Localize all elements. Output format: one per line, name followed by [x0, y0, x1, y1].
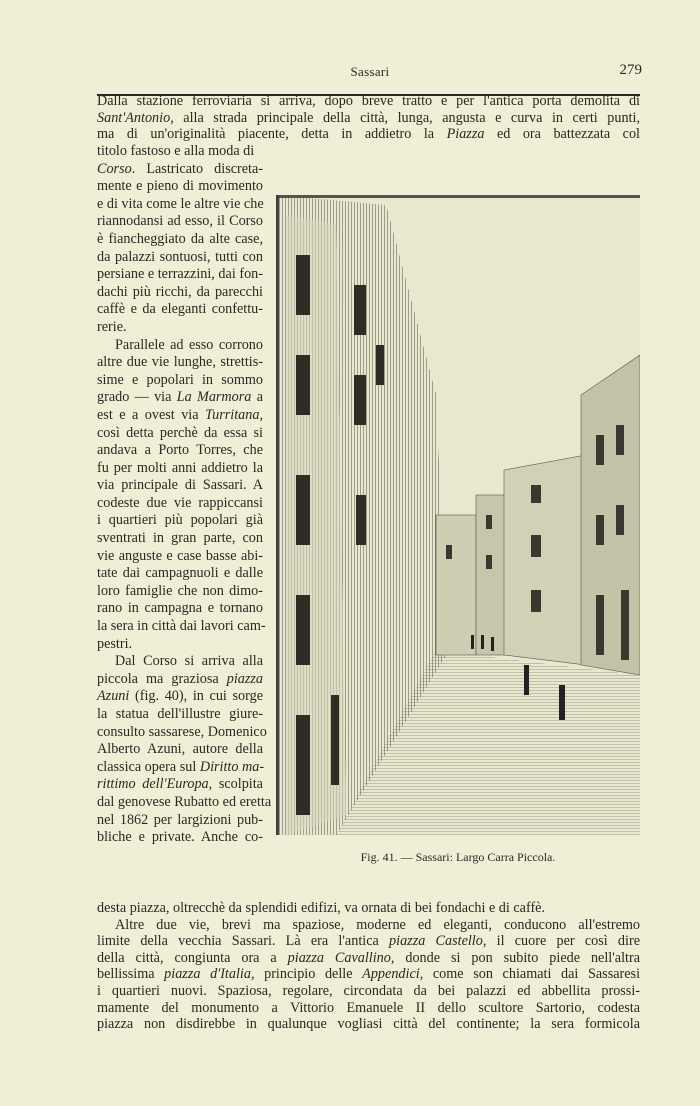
text-line — [97, 178, 263, 196]
text-line — [97, 776, 263, 794]
text-line — [97, 812, 263, 830]
text-line — [97, 583, 263, 601]
text-line — [97, 512, 263, 530]
text-segment: . Lastricato discreta- — [131, 160, 263, 177]
text-segment: Dal Corso si arriva alla — [115, 653, 263, 670]
text-line — [97, 741, 263, 759]
text-line — [97, 1016, 640, 1033]
text-line — [97, 933, 640, 950]
text-line — [97, 618, 266, 636]
text-segment: codeste due vie rappiccansi — [97, 494, 263, 511]
text-line — [97, 266, 263, 284]
text-line — [97, 126, 640, 143]
text-line — [97, 688, 263, 706]
text-segment: Alberto Azuni, autore della — [97, 741, 263, 758]
text-line — [97, 161, 263, 179]
text-segment: Parallele ad esso corrono — [115, 336, 263, 353]
text-segment: persiane e terrazzini, dai fon- — [97, 266, 263, 283]
text-segment: classica opera sul — [97, 758, 200, 775]
text-line — [97, 372, 263, 390]
text-line — [97, 301, 263, 319]
text-segment: , alla strada principale della città, lunga, angusta e curva in certi punti, — [170, 109, 640, 126]
text-line — [97, 706, 263, 724]
italic-text: piazza d'Italia — [164, 966, 251, 983]
text-line — [97, 460, 263, 478]
text-line — [97, 671, 263, 689]
engraving-figure — [276, 195, 640, 835]
italic-text: piazza Castello — [389, 933, 483, 950]
text-line — [97, 407, 263, 425]
text-line — [97, 829, 263, 847]
text-line — [97, 93, 640, 110]
text-segment: , donde si pon subito piede nell'altra — [390, 949, 640, 966]
text-segment: rano in campagna e tornano — [97, 600, 263, 617]
text-segment: da palazzi sontuosi, tutti con — [97, 248, 263, 265]
text-line — [97, 759, 263, 777]
text-line — [97, 966, 640, 983]
street-engraving-illustration — [276, 195, 640, 835]
text-segment: altre due vie lunghe, strettis- — [97, 354, 263, 371]
text-line — [97, 723, 267, 742]
text-line — [97, 319, 263, 337]
text-segment: , — [259, 406, 263, 423]
text-segment: la sera in città dai lavori cam- — [97, 618, 266, 635]
text-segment: mamente del monumento a Vittorio Emanuele II dello scultore Sartorio, codesta — [97, 999, 640, 1016]
text-segment: piccola ma graziosa — [97, 670, 227, 687]
text-segment: ma di un'originalità piacente, detta in addietro la — [97, 126, 447, 143]
text-segment: fu per molti anni addietro la — [97, 459, 263, 476]
text-segment: (fig. 40), in cui sorge — [129, 688, 263, 705]
text-segment: tate dai campagnuoli e dalle — [97, 565, 263, 582]
running-header-title: Sassari — [350, 64, 390, 79]
text-line — [97, 284, 263, 302]
text-line — [97, 1000, 640, 1017]
text-segment: sventrati in gran parte, con — [97, 530, 263, 547]
text-segment: sime e popolari in sommo — [97, 371, 263, 388]
text-line — [97, 425, 263, 443]
text-line — [97, 110, 640, 127]
text-segment: ed ora battezzata col — [484, 126, 640, 143]
italic-text: rittimo dell'Europa — [97, 776, 209, 793]
text-segment: , il cuore per così dire — [482, 933, 640, 950]
text-segment: limite della vecchia Sassari. Là era l'antica — [97, 933, 390, 950]
text-line — [97, 600, 263, 618]
text-segment: e di vita come le altre vie che — [97, 195, 264, 212]
text-line — [97, 793, 272, 812]
text-segment: nel 1862 per largizioni pub- — [97, 811, 263, 828]
text-line — [97, 213, 263, 231]
text-segment: , principio delle — [250, 966, 363, 983]
text-line — [97, 495, 263, 513]
top-paragraph — [97, 93, 640, 143]
italic-text: La Marmora — [176, 389, 252, 406]
text-segment: vie anguste e case basse abi- — [97, 547, 263, 564]
text-segment: riannodansi ad esso, il Corso — [97, 213, 263, 230]
text-segment: Altre due vie, brevi ma spaziose, moderne ed eleganti, conducono all'estremo — [115, 916, 640, 933]
text-segment: bliche e private. Anche co- — [97, 829, 263, 846]
text-segment: grado — via — [97, 389, 177, 406]
text-segment: consulto sassarese, Domenico — [97, 723, 267, 740]
text-line — [97, 337, 263, 355]
text-line — [97, 249, 263, 267]
text-line — [97, 950, 640, 967]
text-segment: mente e pieno di movimento — [97, 178, 263, 195]
italic-text: Diritto ma- — [199, 758, 265, 775]
text-segment: a — [251, 389, 263, 406]
text-segment: i quartieri nuovi. Spaziosa, regolare, circondata da bei palazzi ed abbellita prossi- — [97, 982, 640, 999]
left-column-text — [97, 143, 272, 847]
text-line — [97, 196, 263, 214]
text-segment: , scolpita — [208, 776, 263, 793]
text-line — [97, 477, 263, 495]
text-line — [97, 231, 263, 249]
italic-text: Piazza — [446, 126, 485, 143]
figure-caption: Fig. 41. — Sassari: Largo Carra Piccola. — [360, 850, 556, 864]
text-segment: pestri. — [97, 635, 133, 652]
text-segment: i quartieri più popolari già — [97, 512, 263, 529]
text-line — [97, 900, 640, 917]
text-segment: piazza non disdirebbe in qualunque vogliasi città del continente; la sera formicola — [97, 1016, 640, 1033]
text-line — [97, 143, 263, 161]
italic-text: Sant'Antonio — [97, 109, 171, 126]
italic-text: piazza Cavallino — [287, 949, 391, 966]
text-segment: bellissima — [97, 966, 165, 983]
text-segment: dal genovese Rubatto ed eretta — [97, 793, 272, 810]
text-segment: titolo fastoso e alla moda di — [97, 143, 255, 159]
italic-text: Turritana — [205, 406, 260, 423]
text-segment: la statua dell'illustre giure- — [97, 706, 263, 722]
text-line — [97, 983, 640, 1000]
text-segment: così detta perchè da essa si — [97, 424, 263, 441]
italic-text: piazza — [226, 670, 263, 687]
text-line — [97, 389, 263, 407]
text-line — [97, 565, 263, 583]
text-line — [97, 653, 263, 671]
text-line — [97, 354, 263, 372]
page-number: 279 — [619, 62, 642, 78]
text-segment: Dalla stazione ferroviaria si arriva, dopo breve tratto e per l'antica porta demolita di — [97, 93, 640, 109]
text-segment: desta piazza, oltrecchè da splendidi edifizi, va ornata di bei fondachi e di caffè. — [97, 900, 546, 916]
text-line — [97, 636, 263, 654]
text-segment: dachi più ricchi, da parecchi — [97, 283, 263, 300]
italic-text: Appendici — [362, 966, 420, 983]
text-segment: est e a ovest via — [97, 406, 206, 423]
text-segment: rerie. — [97, 318, 127, 335]
italic-text: Corso — [97, 160, 132, 177]
text-line — [97, 917, 640, 934]
text-segment: è fiancheggiato da alte case, — [97, 230, 263, 247]
text-segment: caffè e da eleganti confettu- — [97, 301, 263, 318]
text-segment: della città, congiunta ora a — [97, 949, 288, 966]
bottom-paragraph — [97, 900, 640, 1033]
text-line — [97, 548, 263, 566]
text-segment: andava a Porto Torres, che — [97, 442, 263, 459]
text-segment: , come son chiamati dai Sassaresi — [419, 966, 641, 983]
italic-text: Azuni — [97, 688, 130, 705]
text-segment: via principale di Sassari. A — [97, 477, 263, 494]
text-segment: loro famiglie che non dimo- — [97, 582, 263, 599]
text-line — [97, 530, 263, 548]
text-line — [97, 442, 263, 460]
